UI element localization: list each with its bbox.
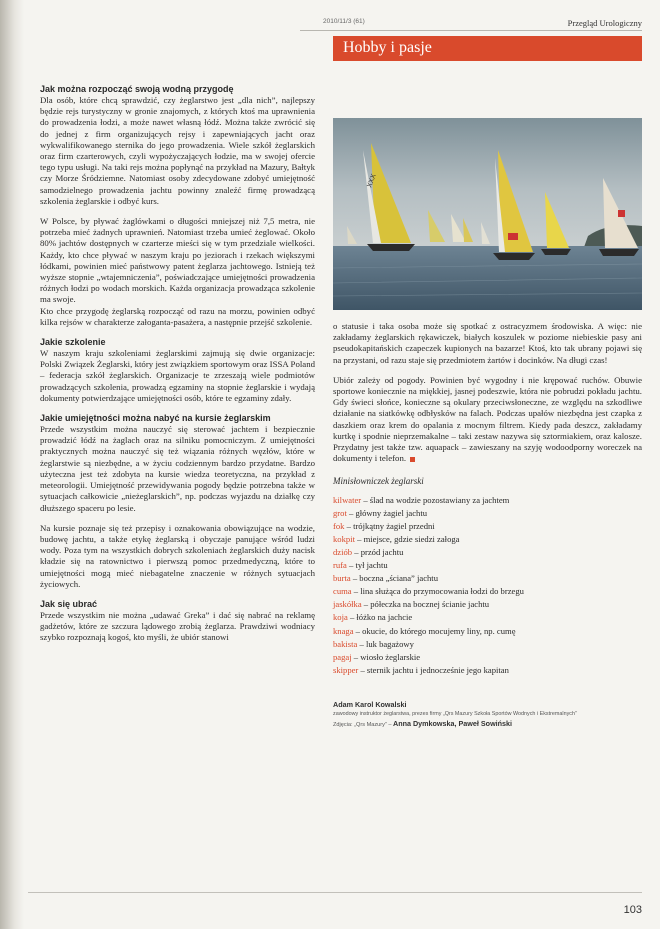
paragraph: Kto chce przygodę żeglarską rozpocząć od razu na morzu, powinien odbyć kilka rejsów w charakterze załoganta-pasażera, a następnie przejść szkolenie. — [40, 305, 315, 327]
glossary-term: koja — [333, 612, 348, 623]
glossary-item — [333, 638, 642, 651]
paragraph: Przede wszystkim można nauczyć się sterować jachtem i bezpiecznie prowadzić łódź na żaglach oraz na silniku pomocniczym. Z umiejętności praktycznych można nauczyć się też wiązania różnych węzłów, które w żeglarstwie są niezbędne, a w życiu codziennym bardzo przydatne. Bardzo użyteczna jest też zdobyta na kursie wiedza teoretyczna, na przykład z meteorologii. Umiejętność przewidywania pogody będzie potrzebna także w sytuacjach całkowicie „nieżeglarskich”, np. podczas wyjazdu na działkę czy dłuższego spaceru po lesie. — [40, 424, 315, 513]
heading-skills: Jakie umiejętności można nabyć na kursie żeglarskim — [40, 413, 271, 424]
glossary-term: dziób — [333, 547, 353, 558]
paragraph: Przede wszystkim nie można „udawać Greka” i dać się nabrać na reklamę gadżetów, które ze szczura lądowego zrobią żeglarza. Prawdziwi wodniacy szybko rozpoznają kogoś, kto myśli, że ubiór stanowi — [40, 609, 315, 643]
glossary-definition: – wiosło żeglarskie — [351, 651, 421, 662]
glossary-term: grot — [333, 507, 347, 518]
glossary-item — [333, 611, 642, 624]
author-role: zawodowy instruktor żeglarstwa, prezes firmy „Qrs Mazury Szkoła Sportów Wodnych i Ekstremalnych” — [333, 711, 577, 718]
right-column — [333, 321, 642, 731]
glossary-item — [333, 533, 642, 546]
page-gutter-shadow — [0, 0, 24, 929]
photo-illustration — [333, 118, 642, 310]
paragraph: o statusie i taka osoba może się spotkać z ostracyzmem środowiska. A więc: nie zakładamy żeglarskich rękawiczek, białych koszulek w poziome niebieskie pasy ani pseudokapitańskich czapeczek kupionych na bazarze! Ktoś, kto tak ubrany pojawi się na przystani, od razu staje się przedmiotem żartów i docinków. Na długi czas! — [333, 321, 642, 365]
sailing-regatta-photo — [333, 118, 642, 310]
glossary-list — [333, 494, 642, 677]
glossary-term: jaskółka — [333, 599, 362, 610]
glossary-title: Minisłowniczek żeglarski — [333, 476, 424, 487]
glossary-item — [333, 664, 642, 677]
photo-credits-names: Anna Dymkowska, Paweł Sowiński — [393, 719, 513, 729]
glossary-term: knaga — [333, 625, 354, 636]
paragraph: Dla osób, które chcą sprawdzić, czy żeglarstwo jest „dla nich”, najlepszy będzie rejs turystyczny w gronie znajomych, z których ktoś ma uprawnienia do prowadzenia łodzi, a może nawet własną łódź. Można także zwrócić się do jednej z firm organizujących rejsy i zapewniających jacht oraz wykwalifikowanego sternika do jego prowadzenia. Wiele szkół żeglarskich oraz firm czarterowych, czyli wypożyczających łodzie, ma w swojej ofercie tego typu usługi. Na taki rejs można popłynąć na przykład na Mazury, Bałtyk czy Morze Śródziemne. Natomiast osoby zdecydowane zdobyć umiejętność samodzielnego prowadzenia jachtu powinny znaleźć firmę prowadzącą szkolenia żeglarskie i odbyć kurs. — [40, 95, 315, 206]
glossary-definition: – sternik jachtu i jednocześnie jego kapitan — [358, 664, 509, 675]
page-number: 103 — [623, 904, 642, 916]
glossary-term: kilwater — [333, 494, 362, 505]
glossary-term: bakista — [333, 638, 358, 649]
header-rule — [300, 30, 642, 31]
glossary-definition: – okucie, do którego mocujemy liny, np. cumę — [353, 625, 516, 636]
paragraph: W naszym kraju szkoleniami żeglarskimi zajmują się dwie organizacje: Polski Związek Żeglarski, który jest związkiem sportowym oraz ISSA Poland – federacja szkół żeglarskich. Organizacje te zrzeszają wiele podmiotów prowadzących szkolenia, prowadzą egzaminy na stopnie żeglarskie i wydają dokumenty potwierdzające umiejętności osób, które te egzaminy zdały. — [40, 348, 315, 403]
photo-credits-label: Zdjęcia: „Qrs Mazury” – — [333, 722, 392, 729]
glossary-term: kokpit — [333, 533, 355, 544]
paragraph: Ubiór zależy od pogody. Powinien być wygodny i nie krępować ruchów. Obuwie sportowe koniecznie na miękkiej, jasnej podeszwie, która nie pobrudzi pokładu jachtu. Gdy świeci słońce, konieczne są okulary przeciwsłoneczne, ze względu na szkodliwe działanie na siatkówkę odbłysków na falach. Podczas upałów niezbędna jest czapka z daszkiem oraz krem do opalania z mocnym filtrem. Kiedy pada deszcz, zakładamy kurtkę i spodnie nieprzemakalne – taki zestaw nazywa się sztormiakiem, oraz kalosze. Przydatny jest także tzw. aquapack – zawieszany na szyję wodoodporny woreczek na dokumenty i telefon. — [333, 374, 642, 464]
footer-rule — [28, 892, 642, 893]
glossary-term: pagaj — [333, 651, 352, 662]
paragraph: W Polsce, by pływać żaglówkami o długości mniejszej niż 7,5 metra, nie potrzeba mieć żadnych uprawnień. Natomiast trzeba umieć żeglować. Około 80% jachtów dostępnych w czarterze mieści się w tym przedziale wielkości. Każdy, kto chce pływać w naszym kraju po jeziorach i rzekach większymi łódkami, powinien mieć państwowy patent żeglarza jachtowego. Istnieją też wyższe stopnie „wtajemniczenia”, poświadczające umiejętności prowadzenia różnych łodzi po wodach morskich. Każda organizacja prowadząca szkolenie ma swoje. — [40, 216, 315, 305]
glossary-item — [333, 546, 642, 559]
glossary-term: rufa — [333, 560, 347, 571]
section-banner — [333, 36, 642, 61]
heading-how-to-start: Jak można rozpocząć swoją wodną przygodę — [40, 84, 234, 94]
glossary-definition: – trójkątny żagiel przedni — [344, 520, 435, 531]
svg-text:XXX: XXX — [366, 173, 378, 189]
glossary-definition: – ślad na wodzie pozostawiany za jachtem — [361, 494, 510, 505]
glossary-definition: – przód jachtu — [352, 547, 404, 558]
glossary-term: cuma — [333, 586, 352, 597]
photo-credits — [333, 718, 642, 731]
author-name: Adam Karol Kowalski — [333, 699, 407, 709]
paragraph: Na kursie poznaje się też przepisy i oznakowania obowiązujące na wodzie, budowę jachtu, a także etykę żeglarską i obyczaje panujące wśród ludzi wody. Poza tym na wszystkich dobrych szkoleniach żeglarskich duży nacisk kładzie się na ratownictwo i pierwszą pomoc przedmedyczną, które to umiejętności mogą mieć niebagatelne znaczenie w różnych sytuacjach życiowych. — [40, 522, 315, 589]
glossary-item — [333, 507, 642, 520]
magazine-title: Przegląd Urologiczny — [567, 18, 642, 28]
glossary-definition: – miejsce, gdzie siedzi załoga — [354, 533, 460, 544]
glossary-definition: – łóżko na jachcie — [347, 612, 413, 623]
glossary-item — [333, 625, 642, 638]
glossary-item — [333, 572, 642, 585]
glossary-term: skipper — [333, 664, 359, 675]
heading-training: Jakie szkolenie — [40, 337, 106, 348]
glossary-item — [333, 651, 642, 664]
section-title: Hobby i pasje — [343, 39, 432, 56]
end-mark-square — [410, 457, 415, 462]
glossary-definition: – tył jachtu — [346, 560, 388, 571]
glossary-item — [333, 585, 642, 598]
glossary-item — [333, 598, 642, 611]
glossary-definition: – półeczka na bocznej ścianie jachtu — [361, 599, 490, 610]
issue-number: 2010/11/3 (61) — [323, 18, 365, 25]
glossary-item — [333, 494, 642, 507]
glossary-definition: – boczna „ściana” jachtu — [350, 573, 438, 584]
heading-clothing: Jak się ubrać — [40, 598, 98, 609]
glossary-term: fok — [333, 520, 345, 531]
glossary-definition: – luk bagażowy — [357, 638, 414, 649]
glossary-item — [333, 520, 642, 533]
glossary-definition: – główny żagiel jachtu — [346, 507, 428, 518]
glossary-item — [333, 559, 642, 572]
glossary-term: burta — [333, 573, 351, 584]
left-column — [40, 84, 315, 644]
glossary-definition: – lina służąca do przymocowania łodzi do brzegu — [351, 586, 524, 597]
